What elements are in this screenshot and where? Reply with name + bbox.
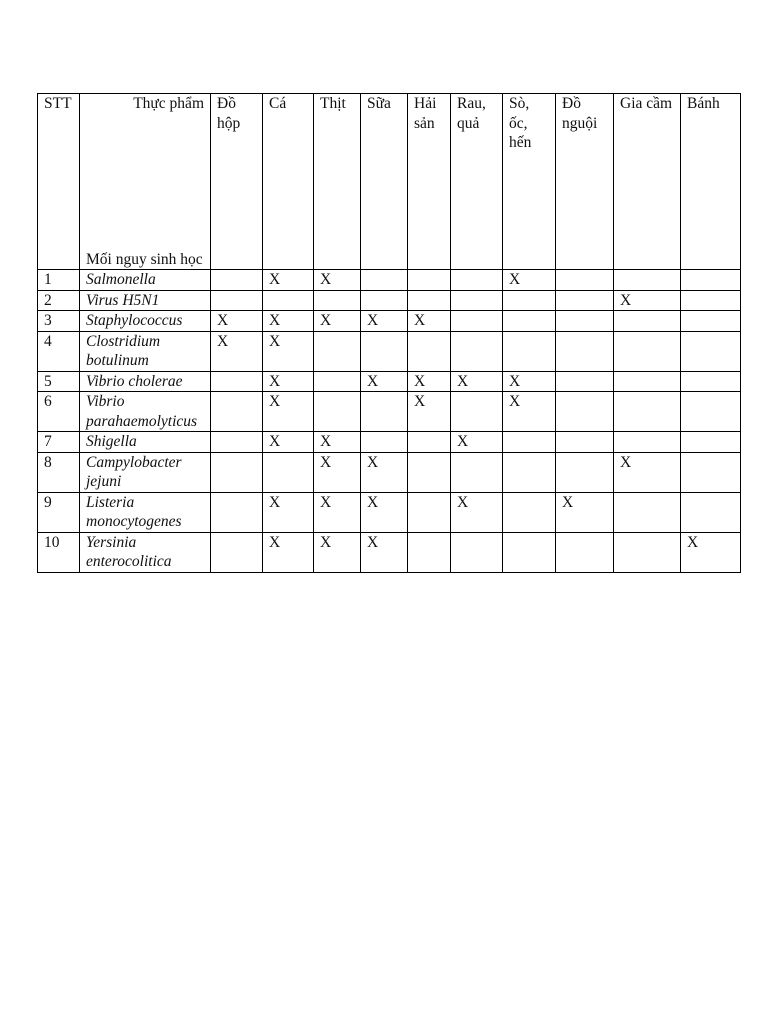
row-mark-cell [556,311,614,332]
row-mark-cell [211,290,263,311]
row-mark-cell: X [211,311,263,332]
row-mark-cell: X [314,492,361,532]
row-mark-cell [451,270,503,291]
row-mark-cell: X [361,532,408,572]
row-mark-cell: X [211,331,263,371]
row-mark-cell: X [361,371,408,392]
row-mark-cell [263,452,314,492]
row-mark-cell [408,532,451,572]
row-mark-cell [211,432,263,453]
row-mark-cell [681,371,741,392]
row-mark-cell [361,432,408,453]
table-row [38,270,741,291]
row-mark-cell [211,392,263,432]
row-mark-cell [503,432,556,453]
row-mark-cell [681,270,741,291]
header-food-sua: Sữa [361,94,408,270]
row-mark-cell: X [408,392,451,432]
row-mark-cell: X [314,532,361,572]
row-stt: 7 [38,432,80,453]
row-mark-cell: X [263,432,314,453]
row-mark-cell [614,492,681,532]
row-mark-cell [451,331,503,371]
row-mark-cell [211,532,263,572]
row-mark-cell: X [314,270,361,291]
row-mark-cell: X [556,492,614,532]
row-mark-cell [408,432,451,453]
header-food-do-hop: Đồ hộp [211,94,263,270]
row-mark-cell: X [314,432,361,453]
row-mark-cell [503,452,556,492]
row-mark-cell: X [408,371,451,392]
row-mark-cell [503,311,556,332]
row-mark-cell [681,311,741,332]
row-mark-cell: X [614,290,681,311]
row-mark-cell [556,392,614,432]
row-mark-cell [614,270,681,291]
row-mark-cell [556,452,614,492]
row-mark-cell: X [263,311,314,332]
row-stt: 9 [38,492,80,532]
row-hazard-name: Virus H5N1 [80,290,211,311]
row-mark-cell [681,492,741,532]
row-mark-cell: X [263,270,314,291]
row-mark-cell [211,452,263,492]
row-mark-cell [614,331,681,371]
row-hazard-name: Staphylococcus [80,311,211,332]
row-hazard-name: Shigella [80,432,211,453]
header-stt: STT [38,94,80,270]
row-mark-cell [681,392,741,432]
row-mark-cell [314,331,361,371]
header-food-hazard [80,94,211,270]
header-food-rau-qua: Rau, quả [451,94,503,270]
table-row [38,432,741,453]
header-food-so-oc-hen: Sò, ốc, hến [503,94,556,270]
row-mark-cell: X [263,532,314,572]
row-mark-cell [681,452,741,492]
row-mark-cell: X [263,371,314,392]
table-row [38,492,741,532]
table-row [38,392,741,432]
header-food-banh: Bánh [681,94,741,270]
row-mark-cell [556,290,614,311]
row-mark-cell: X [263,392,314,432]
row-mark-cell: X [503,392,556,432]
row-mark-cell [556,270,614,291]
row-hazard-name: Vibrio cholerae [80,371,211,392]
row-mark-cell [211,270,263,291]
row-mark-cell [314,392,361,432]
row-mark-cell [681,290,741,311]
row-mark-cell [361,392,408,432]
row-hazard-name: Salmonella [80,270,211,291]
row-mark-cell: X [408,311,451,332]
header-hazard-label: Mối nguy sinh học [86,250,203,268]
row-mark-cell [556,432,614,453]
row-mark-cell [614,371,681,392]
row-mark-cell [211,492,263,532]
row-mark-cell: X [451,432,503,453]
row-mark-cell: X [314,311,361,332]
header-food-label: Thực phẩm [133,95,204,112]
table-row [38,331,741,371]
row-mark-cell [211,371,263,392]
row-hazard-name: Vibrio parahaemolyticus [80,392,211,432]
row-mark-cell [556,532,614,572]
row-mark-cell [361,331,408,371]
row-hazard-name: Yersinia enterocolitica [80,532,211,572]
row-stt: 4 [38,331,80,371]
table-row [38,290,741,311]
row-mark-cell [451,532,503,572]
row-mark-cell [503,532,556,572]
row-mark-cell [614,432,681,453]
row-mark-cell: X [451,492,503,532]
row-mark-cell [361,290,408,311]
row-mark-cell: X [361,452,408,492]
row-mark-cell [503,331,556,371]
row-mark-cell [614,532,681,572]
row-hazard-name: Listeria monocytogenes [80,492,211,532]
row-mark-cell: X [503,371,556,392]
header-row [38,94,741,270]
header-food-thit: Thịt [314,94,361,270]
row-mark-cell [314,290,361,311]
row-stt: 6 [38,392,80,432]
row-stt: 3 [38,311,80,332]
table-row [38,371,741,392]
row-mark-cell [314,371,361,392]
header-food-hai-san: Hải sản [408,94,451,270]
hazard-food-table [37,93,741,573]
row-mark-cell [556,371,614,392]
row-mark-cell: X [314,452,361,492]
row-mark-cell [408,270,451,291]
row-mark-cell [614,392,681,432]
row-mark-cell [451,290,503,311]
table-row [38,311,741,332]
row-mark-cell: X [503,270,556,291]
row-mark-cell [681,432,741,453]
row-mark-cell [263,290,314,311]
row-stt: 1 [38,270,80,291]
row-stt: 5 [38,371,80,392]
row-mark-cell: X [614,452,681,492]
row-mark-cell [408,452,451,492]
row-hazard-name: Clostridium botulinum [80,331,211,371]
row-mark-cell [451,392,503,432]
row-mark-cell [614,311,681,332]
row-mark-cell: X [361,311,408,332]
row-mark-cell [681,331,741,371]
row-mark-cell [503,492,556,532]
row-mark-cell [361,270,408,291]
row-stt: 10 [38,532,80,572]
header-food-gia-cam: Gia cầm [614,94,681,270]
row-mark-cell: X [451,371,503,392]
row-mark-cell: X [263,492,314,532]
row-mark-cell [451,452,503,492]
header-food-do-nguoi: Đồ nguội [556,94,614,270]
table-row [38,452,741,492]
row-stt: 8 [38,452,80,492]
row-mark-cell [556,331,614,371]
table-row [38,532,741,572]
row-hazard-name: Campylobacter jejuni [80,452,211,492]
row-mark-cell: X [361,492,408,532]
row-stt: 2 [38,290,80,311]
header-food-ca: Cá [263,94,314,270]
row-mark-cell [451,311,503,332]
row-mark-cell [408,331,451,371]
row-mark-cell [503,290,556,311]
row-mark-cell: X [263,331,314,371]
row-mark-cell [408,290,451,311]
row-mark-cell: X [681,532,741,572]
row-mark-cell [408,492,451,532]
